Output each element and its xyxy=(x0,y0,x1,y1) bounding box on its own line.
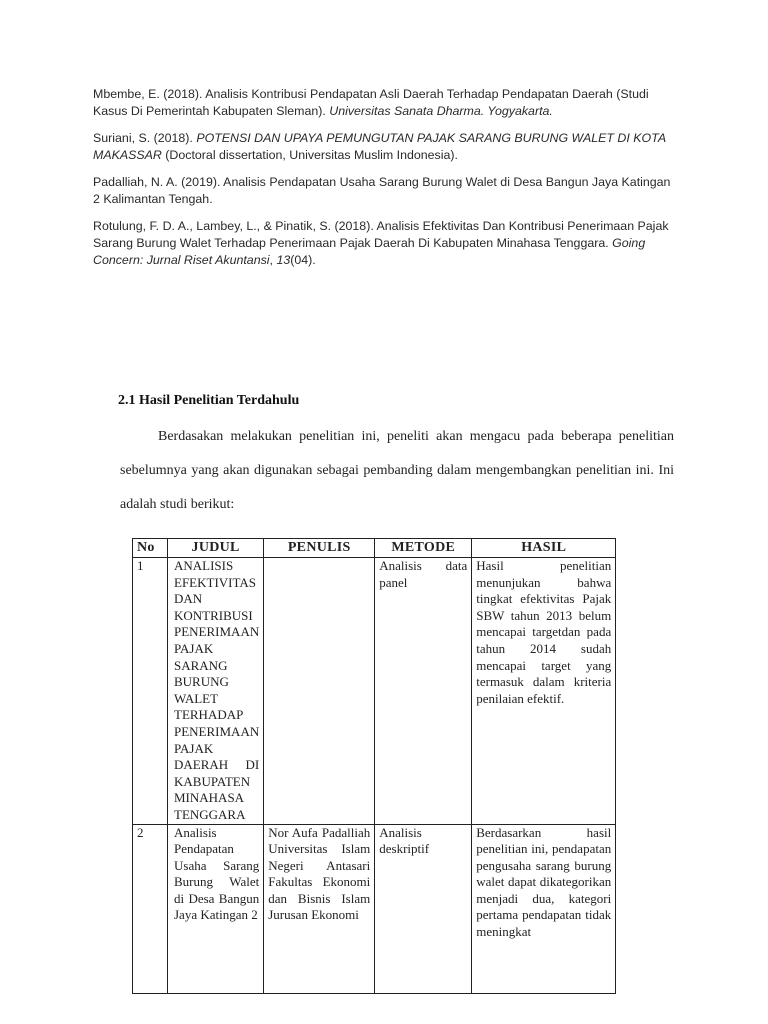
cell-no: 1 xyxy=(133,558,168,825)
header-no: No xyxy=(133,539,168,558)
reference-text-tail: (Doctoral dissertation, Universitas Muslim Indonesia). xyxy=(161,148,458,162)
reference-item xyxy=(93,86,678,120)
cell-judul: Analisis Pendapatan Usaha Sarang Burung Walet di Desa Bangun Jaya Katingan 2 xyxy=(168,824,264,993)
reference-issue: (04). xyxy=(290,253,316,267)
table-row xyxy=(133,558,616,825)
reference-text: Mbembe, E. (2018). Analisis Kontribusi Pendapatan Asli Daerah Terhadap Pendapatan Daerah (Studi Kasus Di Pemerintah Kabupaten Sleman). xyxy=(93,87,649,118)
cell-metode: Analisis data panel xyxy=(375,558,472,825)
reference-item xyxy=(93,174,678,208)
cell-hasil: Hasil penelitian menunjukan bahwa tingkat efektivitas Pajak SBW tahun 2013 belum mencapai targetdan pada tahun 2014 sudah mencapai target yang termasuk dalam kriteria penilaian efektif. xyxy=(472,558,616,825)
section-heading: 2.1 Hasil Penelitian Terdahulu xyxy=(118,393,300,408)
reference-item xyxy=(93,130,678,164)
reference-source: Universitas Sanata Dharma. Yogyakarta. xyxy=(329,104,553,118)
previous-research-table xyxy=(132,538,616,994)
header-penulis: PENULIS xyxy=(264,539,375,558)
cell-penulis: Nor Aufa Padalliah Universitas Islam Negeri Antasari Fakultas Ekonomi dan Bisnis Islam Jurusan Ekonomi xyxy=(264,824,375,993)
cell-no: 2 xyxy=(133,824,168,993)
table-header-row xyxy=(133,539,616,558)
header-hasil: HASIL xyxy=(472,539,616,558)
cell-judul: ANALISIS EFEKTIVITAS DAN KONTRIBUSI PENERIMAAN PAJAK SARANG BURUNG WALET TERHADAP PENERIMAAN PAJAK DAERAH DI KABUPATEN MINAHASA TENGGARA xyxy=(168,558,264,825)
reference-text: Rotulung, F. D. A., Lambey, L., & Pinatik, S. (2018). Analisis Efektivitas Dan Kontribusi Penerimaan Pajak Sarang Burung Walet Terhadap Penerimaan Pajak Daerah Di Kabupaten Minahasa Tenggara. xyxy=(93,219,669,250)
table-row xyxy=(133,824,616,993)
header-judul: JUDUL xyxy=(168,539,264,558)
cell-penulis xyxy=(264,558,375,825)
cell-metode: Analisis deskriptif xyxy=(375,824,472,993)
reference-item xyxy=(93,218,678,269)
reference-text-tail: , xyxy=(269,253,277,267)
paragraph-text: Berdasakan melakukan penelitian ini, peneliti akan mengacu pada beberapa penelitian sebelumnya yang akan digunakan sebagai pembanding dalam mengembangkan penelitian ini. Ini adalah studi berikut: xyxy=(120,429,674,512)
reference-text: Padalliah, N. A. (2019). Analisis Pendapatan Usaha Sarang Burung Walet di Desa Bangun Jaya Katingan 2 Kalimantan Tengah. xyxy=(93,175,671,206)
cell-hasil: Berdasarkan hasil penelitian ini, pendapatan pengusaha sarang burung walet dapat dikategorikan menjadi dua, kategori pertama pendapatan tidak meningkat xyxy=(472,824,616,993)
reference-volume: 13 xyxy=(276,253,291,267)
reference-title: POTENSI DAN UPAYA PEMUNGUTAN PAJAK SARANG BURUNG WALET DI KOTA MAKASSAR xyxy=(93,131,666,162)
header-metode: METODE xyxy=(375,539,472,558)
reference-text: Suriani, S. (2018). xyxy=(93,131,197,145)
reference-list xyxy=(93,86,678,279)
reference-journal: Going Concern: Jurnal Riset Akuntansi xyxy=(93,236,646,267)
section-paragraph xyxy=(120,420,674,522)
